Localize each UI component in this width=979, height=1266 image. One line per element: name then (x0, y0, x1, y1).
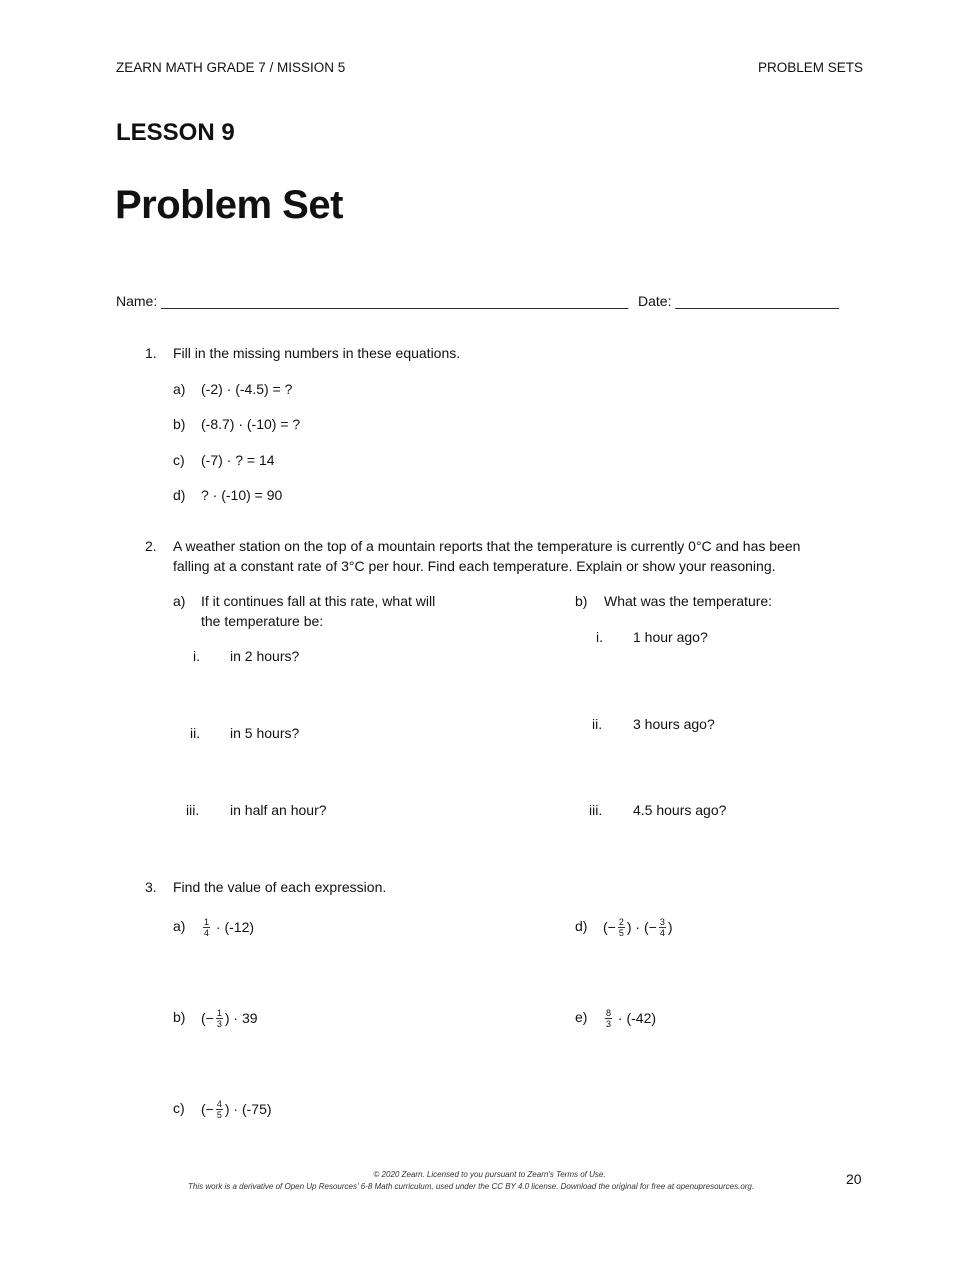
fraction (203, 917, 210, 938)
q2a-item-label: iii. (186, 802, 200, 818)
q3-item-label: d) (575, 918, 588, 934)
q2a-item-label: i. (193, 648, 200, 664)
q2a-line2: the temperature be: (201, 613, 324, 629)
fraction-denominator: 3 (216, 1018, 222, 1029)
expression-text: (− (603, 919, 616, 935)
fraction-denominator: 5 (216, 1109, 222, 1120)
q1-item-label: b) (173, 416, 186, 432)
fraction-numerator: 1 (204, 916, 210, 927)
page-title: Problem Set (115, 183, 343, 227)
page-number: 20 (846, 1171, 862, 1187)
q3-expression (603, 1003, 656, 1033)
q1-number: 1. (145, 345, 157, 361)
q1-item-text: (-7) · ? = 14 (201, 452, 275, 468)
q2b-item-label: iii. (589, 802, 603, 818)
q1-item-label: a) (173, 381, 186, 397)
q3-expression (201, 1094, 272, 1124)
q2a-item-label: ii. (190, 725, 201, 741)
q3-prompt: Find the value of each expression. (173, 879, 387, 895)
name-field[interactable]: Name: ____________________________________________________________ (116, 293, 629, 309)
fraction-denominator: 3 (606, 1018, 612, 1029)
expression-text: ) · (− (626, 919, 657, 935)
q3-expression (201, 1003, 258, 1033)
q1-prompt: Fill in the missing numbers in these equations. (173, 345, 461, 361)
q2b-item-label: ii. (592, 716, 603, 732)
fraction-numerator: 3 (659, 916, 665, 927)
q2a-item-text: in 2 hours? (230, 648, 300, 664)
q2-prompt-line2: falling at a constant rate of 3°C per hour. Find each temperature. Explain or show your reasoning. (173, 558, 776, 574)
q2b-label: b) (575, 593, 588, 609)
footer-license: This work is a derivative of Open Up Resources' 6-8 Math curriculum, used under the CC BY 4.0 license. Download the original for free at openupresources.org. (188, 1182, 755, 1191)
lesson-heading: LESSON 9 (116, 119, 235, 146)
date-field[interactable]: Date: _____________________ (638, 293, 839, 309)
fraction-denominator: 4 (204, 927, 210, 938)
q1-item-text: ? · (-10) = 90 (201, 487, 283, 503)
q2a-label: a) (173, 593, 186, 609)
expression-text: (− (201, 1010, 214, 1026)
expression-text: ) (667, 919, 673, 935)
q3-item-label: b) (173, 1009, 186, 1025)
expression-text: (− (201, 1101, 214, 1117)
q1-item-label: d) (173, 487, 186, 503)
header-section: PROBLEM SETS (757, 60, 863, 75)
expression-text: · (-42) (614, 1010, 657, 1026)
fraction (216, 1008, 223, 1029)
fraction-denominator: 5 (618, 927, 624, 938)
q2-prompt-line1: A weather station on the top of a mountain reports that the temperature is currently 0°C and has been (173, 538, 801, 554)
fraction-numerator: 1 (216, 1007, 222, 1018)
expression-text: ) · (-75) (224, 1101, 272, 1117)
fraction-denominator: 4 (659, 927, 665, 938)
q1-item-text: (-8.7) · (-10) = ? (201, 416, 301, 432)
fraction (618, 917, 625, 938)
q2b-item-text: 1 hour ago? (633, 629, 708, 645)
q3-number: 3. (145, 879, 157, 895)
fraction-numerator: 2 (618, 916, 624, 927)
q2a-item-text: in half an hour? (230, 802, 327, 818)
q2b-item-label: i. (596, 629, 603, 645)
q2a-line1: If it continues fall at this rate, what will (201, 593, 436, 609)
fraction-numerator: 8 (606, 1007, 612, 1018)
header-course: ZEARN MATH GRADE 7 / MISSION 5 (116, 60, 346, 75)
expression-text: ) · 39 (224, 1010, 258, 1026)
fraction (605, 1008, 612, 1029)
footer-copyright: © 2020 Zearn. Licensed to you pursuant to Zearn's Terms of Use. (373, 1170, 606, 1179)
q3-expression (603, 912, 673, 942)
q2b-text: What was the temperature: (604, 593, 773, 609)
fraction-numerator: 4 (216, 1098, 222, 1109)
q1-item-text: (-2) · (-4.5) = ? (201, 381, 293, 397)
q2b-item-text: 4.5 hours ago? (633, 802, 727, 818)
q3-item-label: e) (575, 1009, 588, 1025)
q2b-item-text: 3 hours ago? (633, 716, 715, 732)
q3-expression (201, 912, 254, 942)
fraction (216, 1099, 223, 1120)
q3-item-label: a) (173, 918, 186, 934)
expression-text: · (-12) (212, 919, 255, 935)
q2a-item-text: in 5 hours? (230, 725, 300, 741)
q2-number: 2. (145, 538, 157, 554)
q3-item-label: c) (173, 1100, 185, 1116)
q1-item-label: c) (173, 452, 185, 468)
fraction (659, 917, 666, 938)
